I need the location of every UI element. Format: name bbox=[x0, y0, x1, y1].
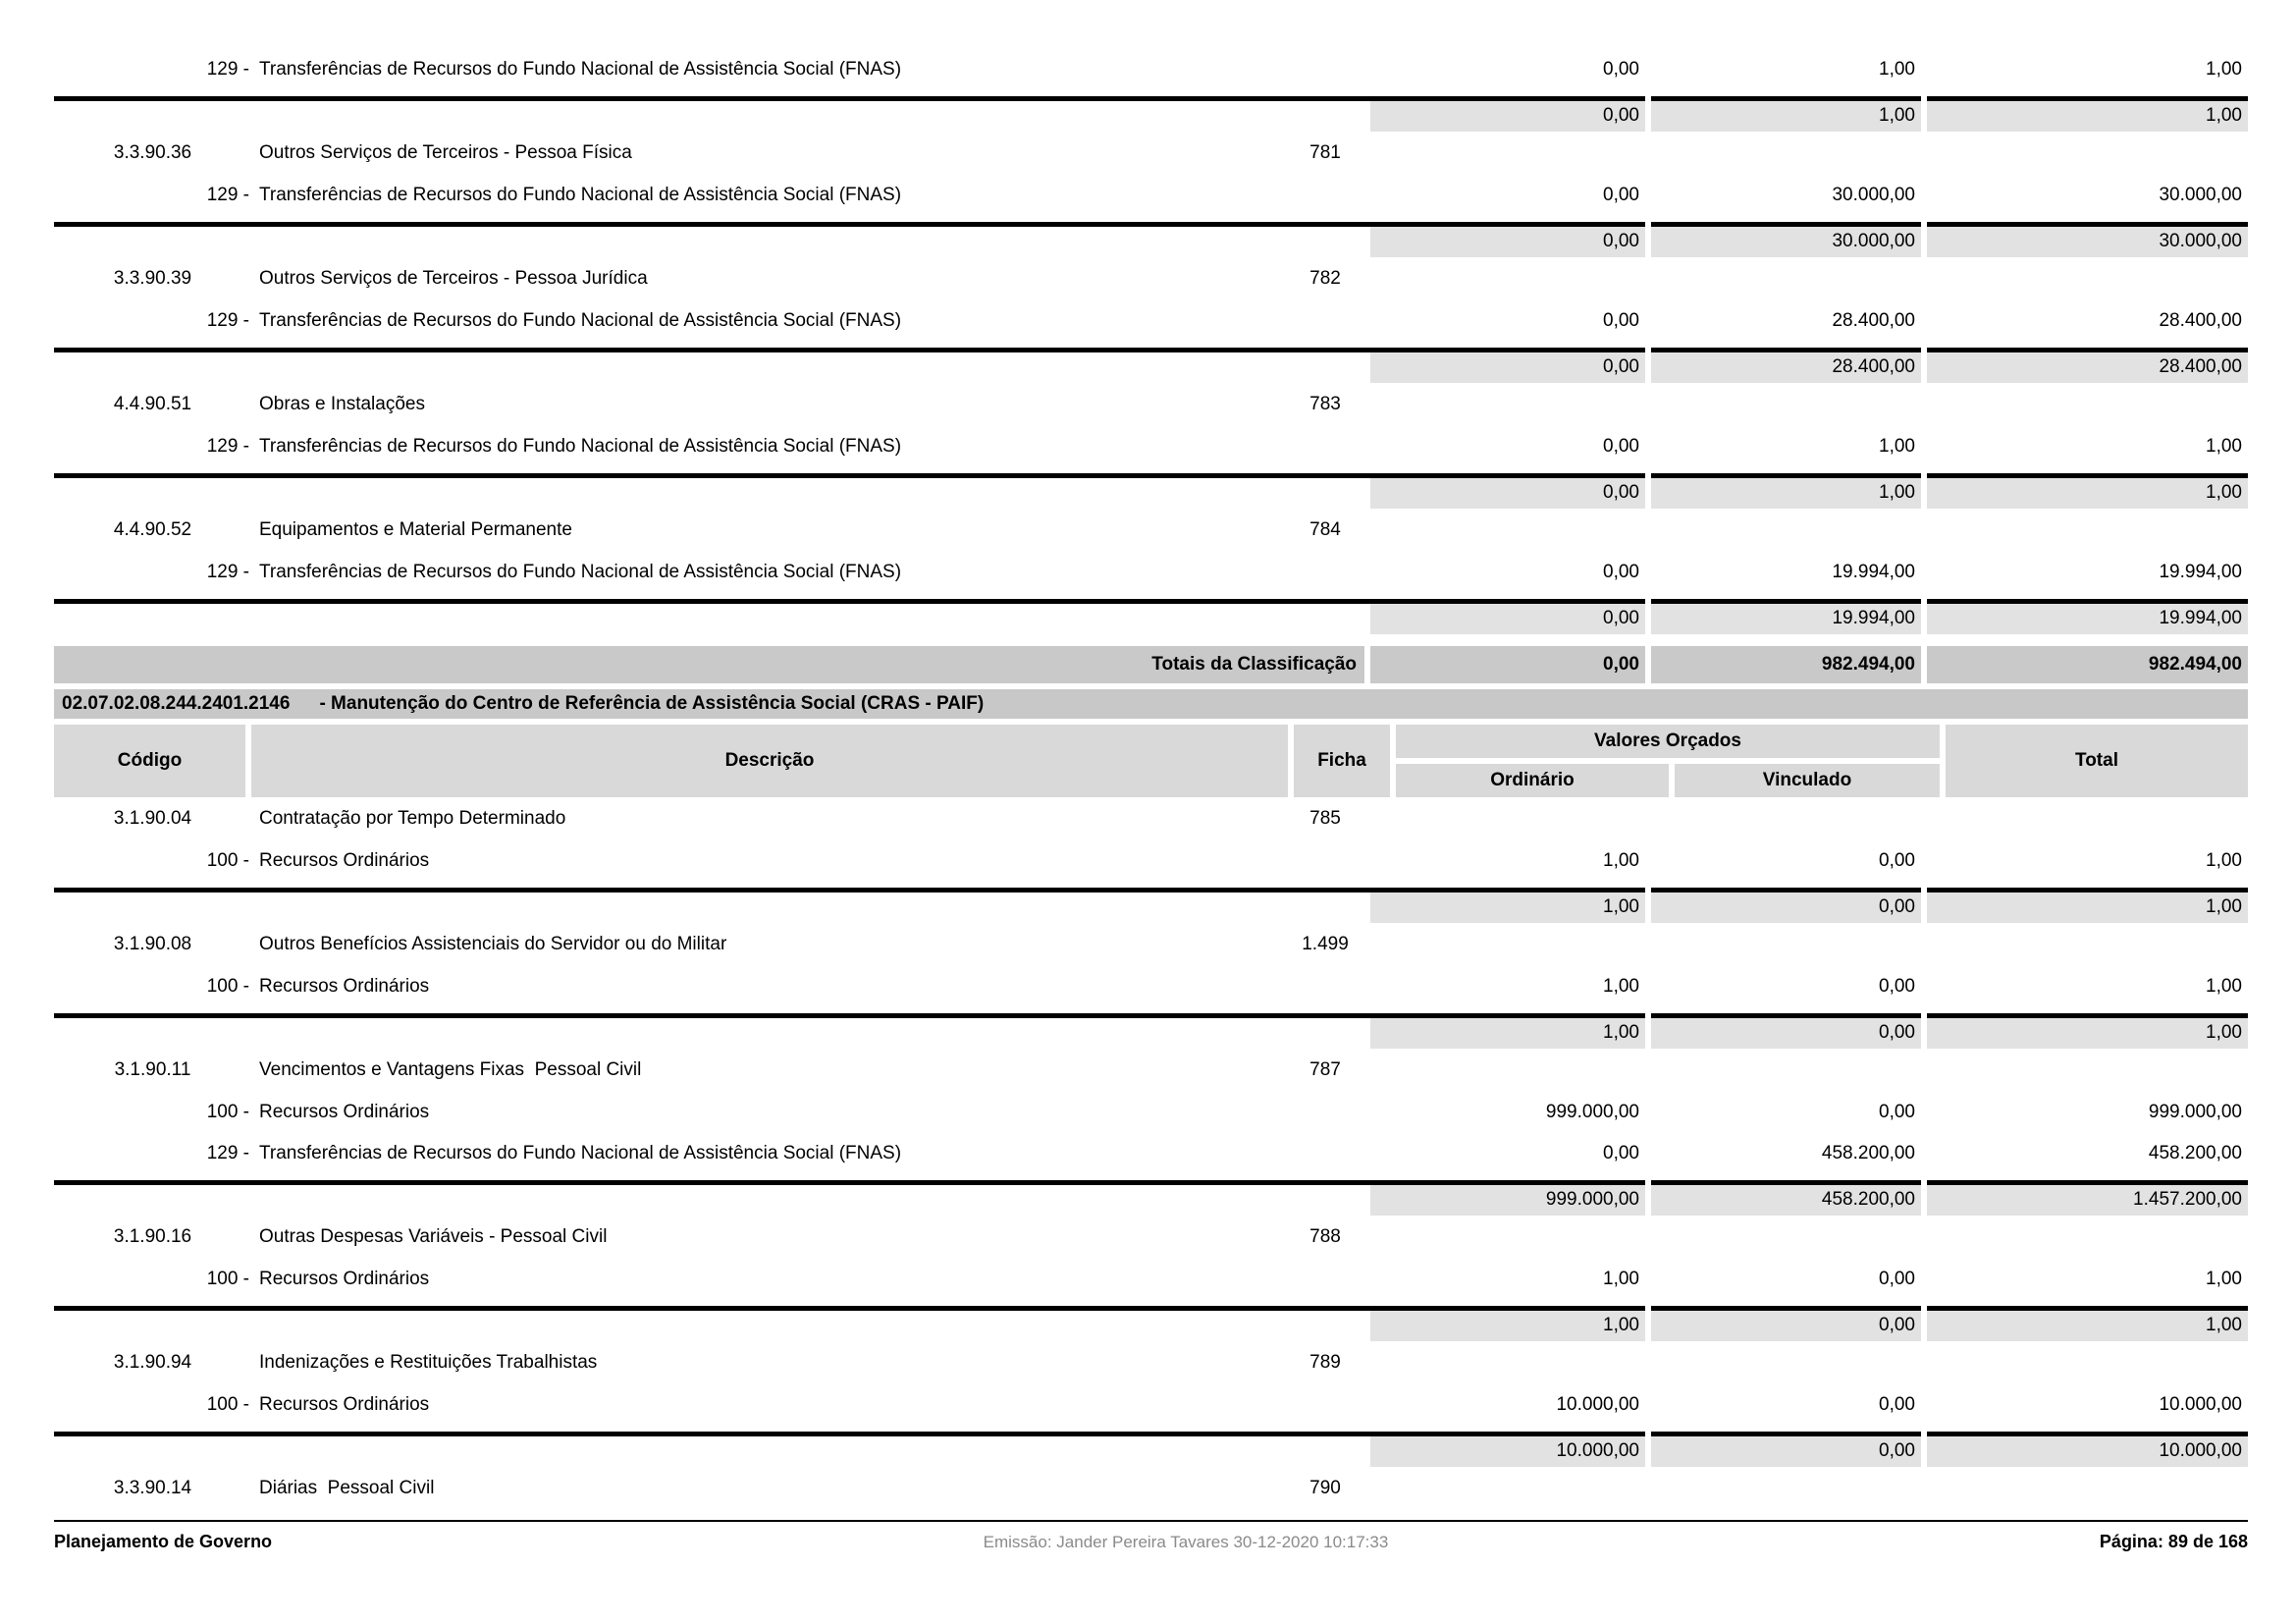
expense-description: Obras e Instalações bbox=[259, 394, 425, 414]
previous-classification-rows bbox=[54, 49, 2248, 634]
total-value: 28.400,00 bbox=[2159, 310, 2242, 331]
subtotal-row bbox=[54, 348, 2248, 383]
total-value: 1,00 bbox=[2206, 59, 2242, 80]
subtotal-vinculado: 458.200,00 bbox=[1651, 1180, 1921, 1216]
classification-totals-total: 982.494,00 bbox=[1927, 646, 2248, 683]
source-number: 100 - bbox=[206, 976, 249, 997]
subtotal-total: 28.400,00 bbox=[1927, 348, 2248, 383]
vinculado-value: 0,00 bbox=[1879, 976, 1915, 997]
source-description: Recursos Ordinários bbox=[259, 976, 430, 997]
subtotal-spacer bbox=[54, 599, 1370, 634]
expense-code: 3.1.90.94 bbox=[113, 1352, 192, 1373]
vinculado-value: 28.400,00 bbox=[1832, 310, 1915, 331]
ordinario-value: 0,00 bbox=[1603, 310, 1639, 331]
ordinario-value: 0,00 bbox=[1603, 59, 1639, 80]
subtotal-ordinario: 999.000,00 bbox=[1370, 1180, 1645, 1216]
expense-code: 3.3.90.36 bbox=[113, 142, 192, 163]
expense-description: Outras Despesas Variáveis - Pessoal Civil bbox=[259, 1226, 608, 1247]
column-header-ordinario: Ordinário bbox=[1396, 764, 1669, 797]
source-description: Recursos Ordinários bbox=[259, 850, 430, 871]
ficha-number: 783 bbox=[1309, 394, 1341, 414]
subtotal-vinculado: 19.994,00 bbox=[1651, 599, 1921, 634]
source-number: 129 - bbox=[206, 562, 249, 582]
column-header-ficha: Ficha bbox=[1294, 725, 1390, 797]
resource-source-row bbox=[54, 1092, 2248, 1133]
classification-totals-ordinario: 0,00 bbox=[1370, 646, 1645, 683]
total-value: 10.000,00 bbox=[2159, 1394, 2242, 1415]
vinculado-value: 458.200,00 bbox=[1821, 1143, 1915, 1163]
subtotal-spacer bbox=[54, 348, 1370, 383]
source-description: Recursos Ordinários bbox=[259, 1394, 430, 1415]
current-classification-rows bbox=[54, 797, 2248, 1510]
ficha-number: 784 bbox=[1309, 519, 1341, 540]
source-number: 100 - bbox=[206, 1102, 249, 1122]
subtotal-vinculado: 30.000,00 bbox=[1651, 222, 1921, 257]
subtotal-total: 1,00 bbox=[1927, 96, 2248, 132]
vinculado-value: 0,00 bbox=[1879, 1394, 1915, 1415]
vinculado-value: 0,00 bbox=[1879, 1102, 1915, 1122]
total-value: 19.994,00 bbox=[2159, 562, 2242, 582]
subtotal-total: 1,00 bbox=[1927, 1013, 2248, 1049]
budget-report-page bbox=[54, 0, 2248, 1552]
column-header-vinculado: Vinculado bbox=[1675, 764, 1940, 797]
source-description: Recursos Ordinários bbox=[259, 1269, 430, 1289]
table-column-header bbox=[54, 725, 2248, 797]
source-number: 100 - bbox=[206, 850, 249, 871]
subtotal-ordinario: 0,00 bbox=[1370, 96, 1645, 132]
subtotal-ordinario: 10.000,00 bbox=[1370, 1432, 1645, 1467]
source-number: 129 - bbox=[206, 310, 249, 331]
column-header-valores-group bbox=[1396, 725, 1940, 797]
subtotal-row bbox=[54, 1432, 2248, 1467]
subtotal-spacer bbox=[54, 473, 1370, 509]
expense-description: Contratação por Tempo Determinado bbox=[259, 808, 566, 829]
column-header-valores-subrow bbox=[1396, 764, 1940, 797]
classification-totals-row bbox=[54, 646, 2248, 683]
expense-description: Outros Serviços de Terceiros - Pessoa Física bbox=[259, 142, 632, 163]
vinculado-value: 1,00 bbox=[1879, 436, 1915, 457]
ficha-number: 782 bbox=[1309, 268, 1341, 289]
ordinario-value: 0,00 bbox=[1603, 1143, 1639, 1163]
subtotal-ordinario: 0,00 bbox=[1370, 473, 1645, 509]
resource-source-row bbox=[54, 966, 2248, 1007]
expense-code: 3.3.90.39 bbox=[113, 268, 192, 289]
expense-code: 3.1.90.04 bbox=[113, 808, 192, 829]
total-value: 1,00 bbox=[2206, 1269, 2242, 1289]
expense-code-row bbox=[54, 509, 2248, 552]
expense-code-row bbox=[54, 257, 2248, 300]
ficha-number: 781 bbox=[1309, 142, 1341, 163]
expense-description: Outros Serviços de Terceiros - Pessoa Jurídica bbox=[259, 268, 648, 289]
expense-code: 3.1.90.11 bbox=[114, 1059, 191, 1080]
expense-code-row bbox=[54, 797, 2248, 840]
vinculado-value: 1,00 bbox=[1879, 59, 1915, 80]
resource-source-row bbox=[54, 1384, 2248, 1426]
expense-code-row bbox=[54, 383, 2248, 426]
source-description: Transferências de Recursos do Fundo Nacional de Assistência Social (FNAS) bbox=[259, 1143, 902, 1163]
subtotal-row bbox=[54, 96, 2248, 132]
subtotal-vinculado: 0,00 bbox=[1651, 1306, 1921, 1341]
source-number: 100 - bbox=[206, 1394, 249, 1415]
source-description: Transferências de Recursos do Fundo Nacional de Assistência Social (FNAS) bbox=[259, 59, 902, 80]
subtotal-ordinario: 0,00 bbox=[1370, 348, 1645, 383]
subtotal-row bbox=[54, 1013, 2248, 1049]
classification-totals-vinculado: 982.494,00 bbox=[1651, 646, 1921, 683]
column-header-valores-orcados: Valores Orçados bbox=[1396, 725, 1940, 758]
subtotal-spacer bbox=[54, 1013, 1370, 1049]
classification-totals-label: Totais da Classificação bbox=[54, 646, 1364, 683]
expense-code: 3.1.90.08 bbox=[113, 934, 192, 954]
ordinario-value: 0,00 bbox=[1603, 436, 1639, 457]
source-description: Transferências de Recursos do Fundo Nacional de Assistência Social (FNAS) bbox=[259, 185, 902, 205]
expense-code-row bbox=[54, 1049, 2248, 1092]
ficha-number: 790 bbox=[1309, 1478, 1341, 1498]
section-header-bar bbox=[54, 689, 2248, 719]
subtotal-spacer bbox=[54, 888, 1370, 923]
subtotal-total: 10.000,00 bbox=[1927, 1432, 2248, 1467]
resource-source-row bbox=[54, 552, 2248, 593]
total-value: 1,00 bbox=[2206, 436, 2242, 457]
column-header-total: Total bbox=[1946, 725, 2248, 797]
ficha-number: 1.499 bbox=[1302, 934, 1349, 954]
total-value: 30.000,00 bbox=[2159, 185, 2242, 205]
expense-description: Vencimentos e Vantagens Fixas Pessoal Civil bbox=[259, 1059, 642, 1080]
source-number: 129 - bbox=[206, 436, 249, 457]
resource-source-row bbox=[54, 49, 2248, 90]
page-footer bbox=[54, 1522, 2248, 1552]
section-title: - Manutenção do Centro de Referência de Assistência Social (CRAS - PAIF) bbox=[319, 693, 985, 714]
section-classification-code: 02.07.02.08.244.2401.2146 bbox=[62, 693, 291, 714]
subtotal-row bbox=[54, 222, 2248, 257]
resource-source-row bbox=[54, 840, 2248, 882]
subtotal-vinculado: 0,00 bbox=[1651, 888, 1921, 923]
subtotal-row bbox=[54, 1306, 2248, 1341]
vinculado-value: 30.000,00 bbox=[1832, 185, 1915, 205]
subtotal-vinculado: 1,00 bbox=[1651, 96, 1921, 132]
subtotal-ordinario: 1,00 bbox=[1370, 1013, 1645, 1049]
footer-system-name: Planejamento de Governo bbox=[54, 1532, 273, 1551]
expense-description: Diárias Pessoal Civil bbox=[259, 1478, 435, 1498]
ordinario-value: 0,00 bbox=[1603, 185, 1639, 205]
resource-source-row bbox=[54, 1259, 2248, 1300]
column-header-descricao: Descrição bbox=[251, 725, 1288, 797]
ordinario-value: 10.000,00 bbox=[1556, 1394, 1639, 1415]
source-number: 129 - bbox=[206, 1143, 249, 1163]
subtotal-spacer bbox=[54, 222, 1370, 257]
ordinario-value: 1,00 bbox=[1603, 1269, 1639, 1289]
source-description: Transferências de Recursos do Fundo Nacional de Assistência Social (FNAS) bbox=[259, 436, 902, 457]
vinculado-value: 0,00 bbox=[1879, 850, 1915, 871]
subtotal-ordinario: 1,00 bbox=[1370, 1306, 1645, 1341]
total-value: 1,00 bbox=[2206, 850, 2242, 871]
subtotal-vinculado: 28.400,00 bbox=[1651, 348, 1921, 383]
subtotal-vinculado: 0,00 bbox=[1651, 1013, 1921, 1049]
subtotal-total: 1.457.200,00 bbox=[1927, 1180, 2248, 1216]
vinculado-value: 19.994,00 bbox=[1832, 562, 1915, 582]
subtotal-row bbox=[54, 888, 2248, 923]
subtotal-spacer bbox=[54, 1432, 1370, 1467]
source-number: 129 - bbox=[206, 59, 249, 80]
subtotal-total: 1,00 bbox=[1927, 473, 2248, 509]
expense-code: 4.4.90.52 bbox=[113, 519, 192, 540]
expense-description: Indenizações e Restituições Trabalhistas bbox=[259, 1352, 598, 1373]
source-number: 100 - bbox=[206, 1269, 249, 1289]
vinculado-value: 0,00 bbox=[1879, 1269, 1915, 1289]
expense-code-row bbox=[54, 1216, 2248, 1259]
resource-source-row bbox=[54, 426, 2248, 467]
ordinario-value: 1,00 bbox=[1603, 976, 1639, 997]
expense-code: 3.3.90.14 bbox=[113, 1478, 192, 1498]
expense-code: 3.1.90.16 bbox=[113, 1226, 192, 1247]
subtotal-total: 30.000,00 bbox=[1927, 222, 2248, 257]
expense-description: Equipamentos e Material Permanente bbox=[259, 519, 572, 540]
subtotal-ordinario: 0,00 bbox=[1370, 222, 1645, 257]
subtotal-row bbox=[54, 1180, 2248, 1216]
ordinario-value: 0,00 bbox=[1603, 562, 1639, 582]
ordinario-value: 1,00 bbox=[1603, 850, 1639, 871]
expense-code-row bbox=[54, 132, 2248, 175]
subtotal-spacer bbox=[54, 96, 1370, 132]
expense-code: 4.4.90.51 bbox=[113, 394, 192, 414]
source-description: Transferências de Recursos do Fundo Nacional de Assistência Social (FNAS) bbox=[259, 562, 902, 582]
subtotal-total: 1,00 bbox=[1927, 888, 2248, 923]
subtotal-vinculado: 0,00 bbox=[1651, 1432, 1921, 1467]
expense-code-row bbox=[54, 923, 2248, 966]
footer-page-number: Página: 89 de 168 bbox=[2099, 1532, 2248, 1551]
subtotal-vinculado: 1,00 bbox=[1651, 473, 1921, 509]
resource-source-row bbox=[54, 1133, 2248, 1174]
ficha-number: 789 bbox=[1309, 1352, 1341, 1373]
total-value: 999.000,00 bbox=[2148, 1102, 2242, 1122]
column-header-codigo: Código bbox=[54, 725, 245, 797]
ficha-number: 788 bbox=[1309, 1226, 1341, 1247]
footer-emission-info: Emissão: Jander Pereira Tavares 30-12-2020 10:17:33 bbox=[983, 1533, 1389, 1551]
subtotal-row bbox=[54, 599, 2248, 634]
ficha-number: 787 bbox=[1309, 1059, 1341, 1080]
subtotal-spacer bbox=[54, 1180, 1370, 1216]
ficha-number: 785 bbox=[1309, 808, 1341, 829]
resource-source-row bbox=[54, 300, 2248, 342]
subtotal-total: 1,00 bbox=[1927, 1306, 2248, 1341]
total-value: 458.200,00 bbox=[2148, 1143, 2242, 1163]
source-number: 129 - bbox=[206, 185, 249, 205]
expense-description: Outros Benefícios Assistenciais do Servidor ou do Militar bbox=[259, 934, 727, 954]
source-description: Transferências de Recursos do Fundo Nacional de Assistência Social (FNAS) bbox=[259, 310, 902, 331]
resource-source-row bbox=[54, 175, 2248, 216]
subtotal-spacer bbox=[54, 1306, 1370, 1341]
subtotal-row bbox=[54, 473, 2248, 509]
ordinario-value: 999.000,00 bbox=[1545, 1102, 1639, 1122]
source-description: Recursos Ordinários bbox=[259, 1102, 430, 1122]
expense-code-row bbox=[54, 1341, 2248, 1384]
expense-code-row bbox=[54, 1467, 2248, 1510]
total-value: 1,00 bbox=[2206, 976, 2242, 997]
subtotal-ordinario: 0,00 bbox=[1370, 599, 1645, 634]
subtotal-ordinario: 1,00 bbox=[1370, 888, 1645, 923]
subtotal-total: 19.994,00 bbox=[1927, 599, 2248, 634]
